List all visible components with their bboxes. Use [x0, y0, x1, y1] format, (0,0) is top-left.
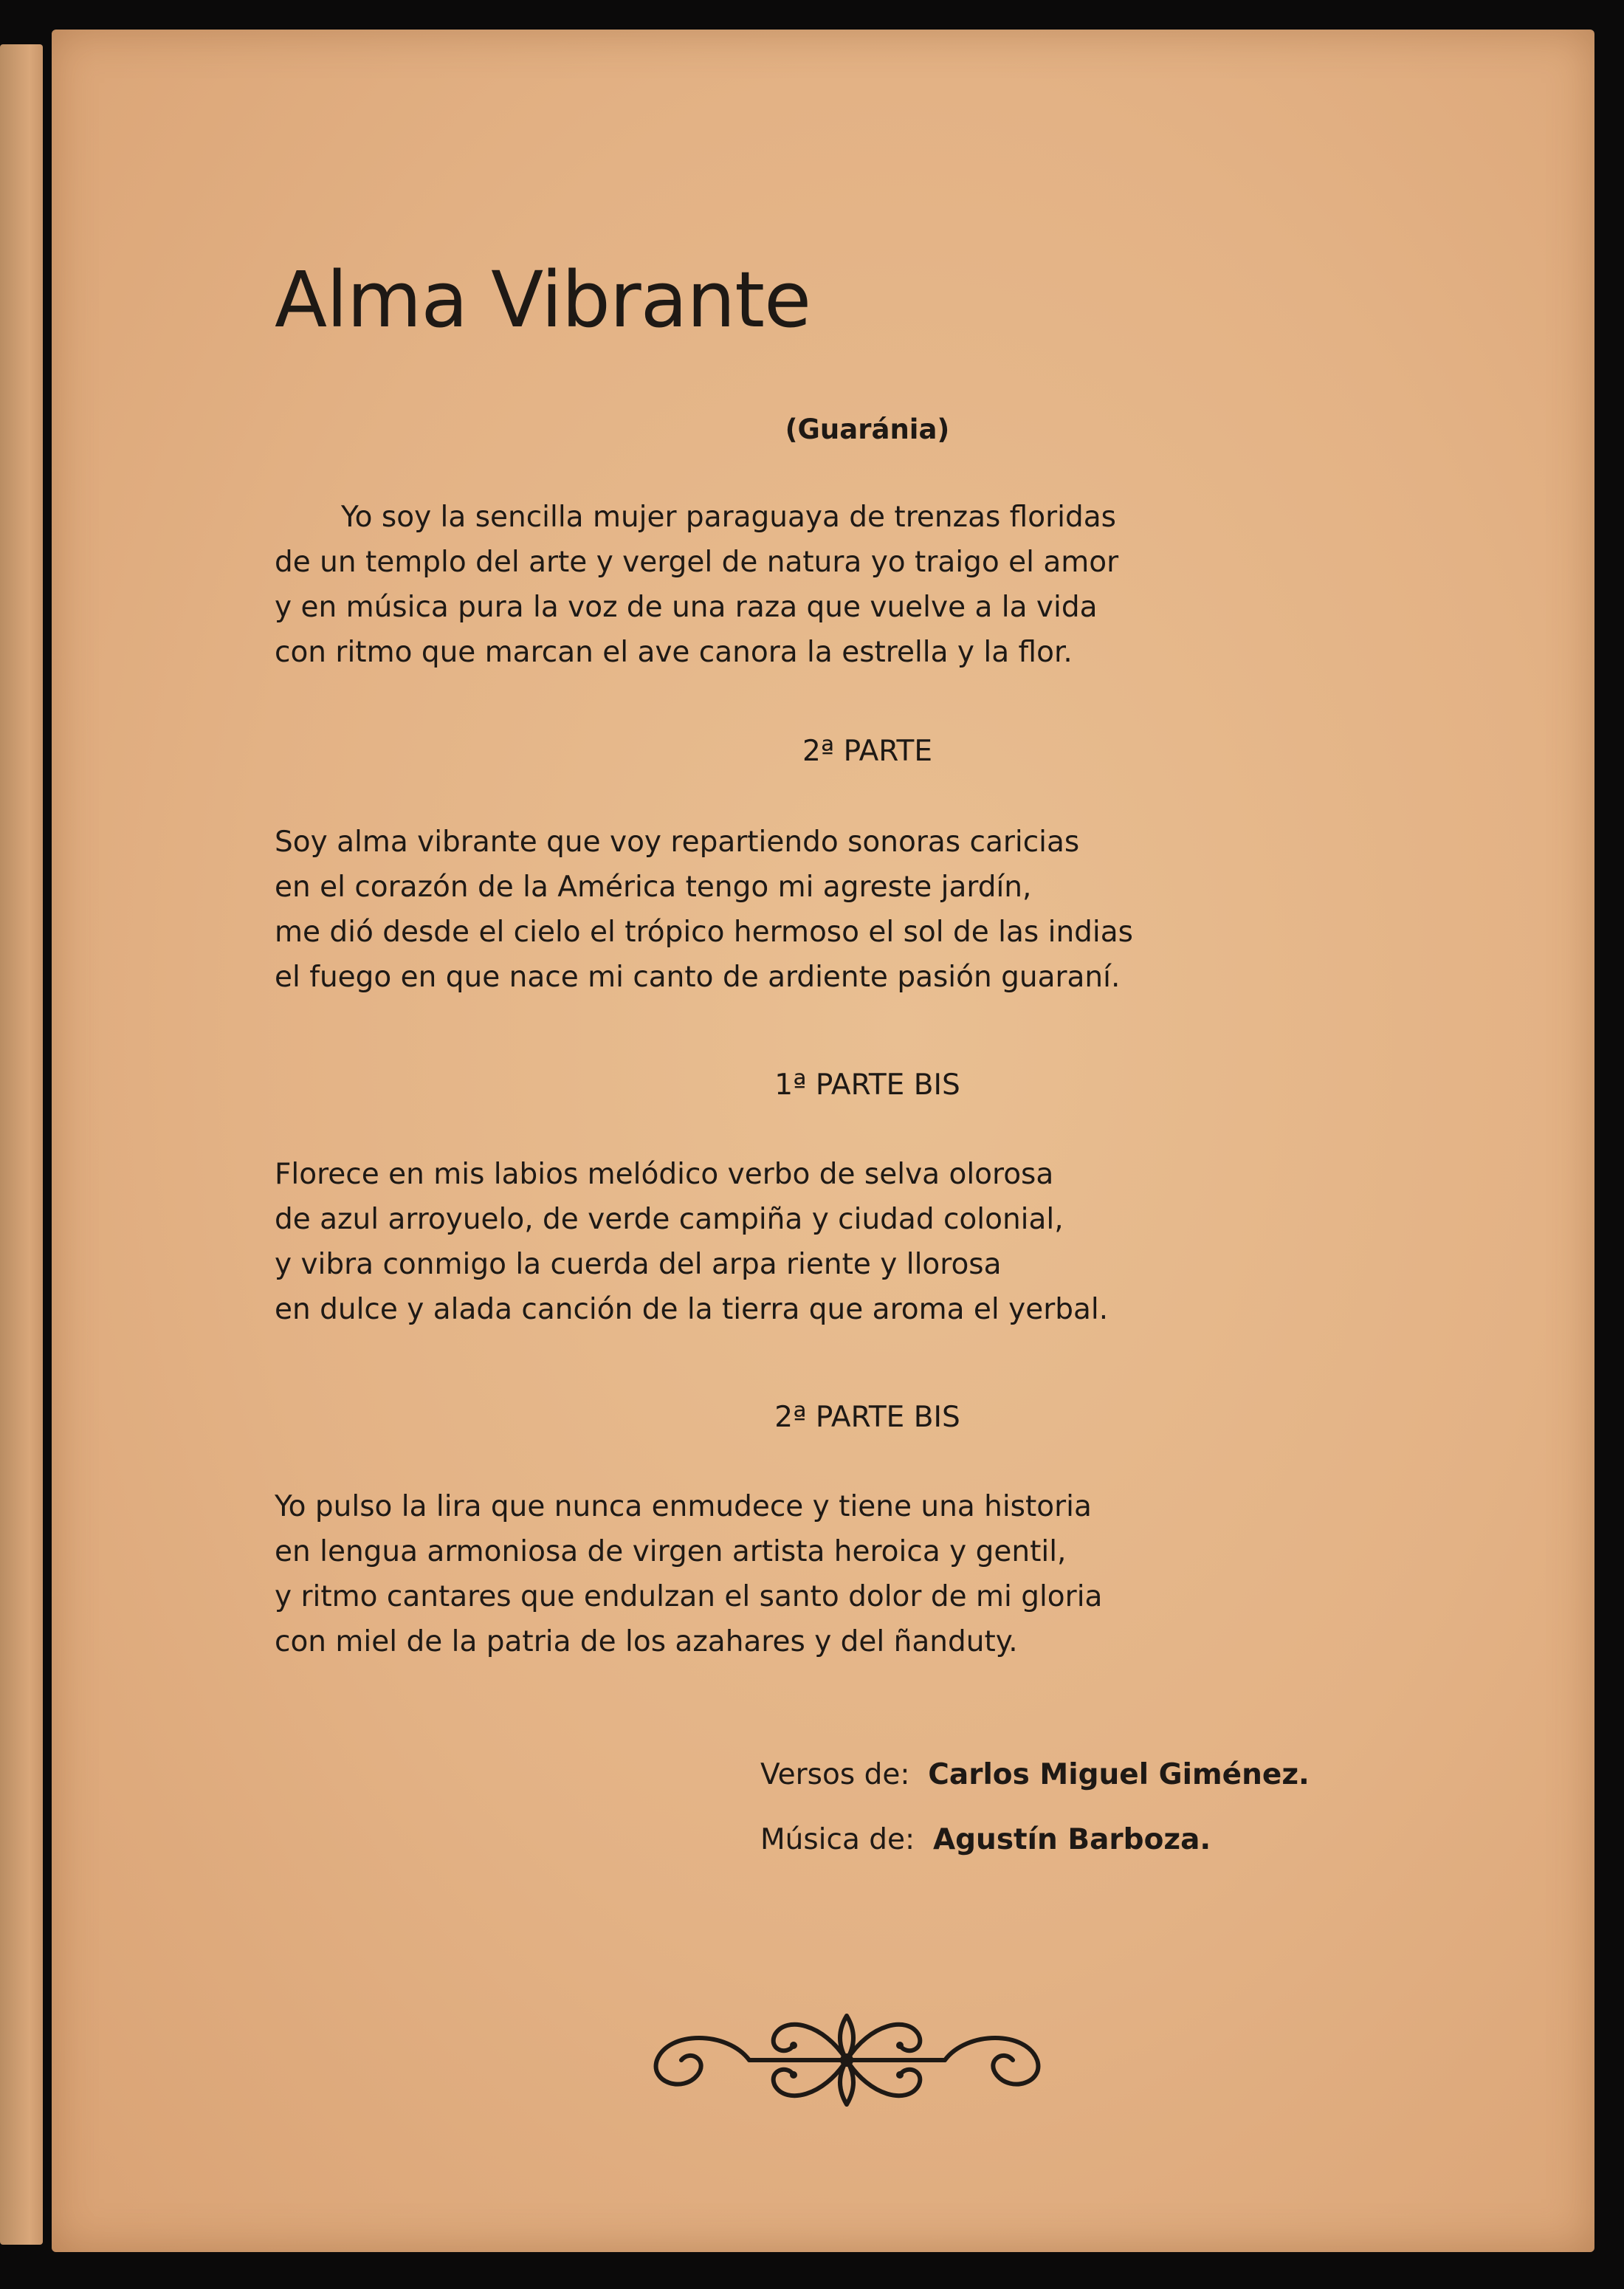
verse-line: el fuego en que nace mi canto de ardiente pasión guaraní. — [275, 961, 1121, 994]
verse-line: me dió desde el cielo el trópico hermoso el sol de las indias — [275, 916, 1133, 949]
stanza-1 — [275, 495, 1382, 675]
verse-line: y ritmo cantares que endulzan el santo dolor de mi gloria — [275, 1580, 1103, 1613]
section-heading: 1ª PARTE BIS — [774, 1068, 960, 1102]
verse-line: y vibra conmigo la cuerda del arpa riente y llorosa — [275, 1248, 1002, 1281]
music-author: Agustín Barboza. — [932, 1823, 1211, 1856]
book-page — [52, 30, 1594, 2252]
lyrics-label: Versos de: — [760, 1758, 910, 1791]
stanza-4 — [275, 1484, 1382, 1664]
lyrics-credit — [760, 1743, 1310, 1808]
verse-line: y en música pura la voz de una raza que vuelve a la vida — [275, 591, 1098, 624]
verse-line: en dulce y alada canción de la tierra que aroma el yerbal. — [275, 1293, 1109, 1326]
verse-line: con miel de la patria de los azahares y del ñanduty. — [275, 1625, 1018, 1658]
stanza-3 — [275, 1152, 1382, 1332]
verse-line: Yo soy la sencilla mujer paraguaya de trenzas floridas — [341, 501, 1116, 534]
section-heading: 2ª PARTE — [802, 735, 932, 768]
verse-line: de azul arroyuelo, de verde campiña y ciudad colonial, — [275, 1203, 1064, 1236]
verse-line: Soy alma vibrante que voy repartiendo sonoras caricias — [275, 826, 1080, 859]
lyrics-author: Carlos Miguel Giménez. — [928, 1758, 1310, 1791]
credits — [760, 1743, 1310, 1873]
song-title: Alma Vibrante — [275, 255, 811, 345]
stanza-2 — [275, 820, 1382, 1000]
previous-page-edge — [0, 44, 43, 2245]
section-heading: 2ª PARTE BIS — [774, 1401, 960, 1434]
verse-line: de un templo del arte y vergel de natura yo traigo el amor — [275, 546, 1119, 579]
scroll-flourish-icon — [639, 2001, 1056, 2119]
verse-line: Florece en mis labios melódico verbo de selva olorosa — [275, 1158, 1054, 1191]
verse-line: Yo pulso la lira que nunca enmudece y tiene una historia — [275, 1490, 1092, 1523]
song-genre: (Guaránia) — [785, 413, 950, 445]
verse-line: con ritmo que marcan el ave canora la estrella y la flor. — [275, 636, 1073, 669]
verse-line: en lengua armoniosa de virgen artista heroica y gentil, — [275, 1535, 1067, 1568]
music-credit — [760, 1808, 1310, 1873]
music-label: Música de: — [760, 1823, 915, 1856]
verse-line: en el corazón de la América tengo mi agreste jardín, — [275, 871, 1032, 904]
